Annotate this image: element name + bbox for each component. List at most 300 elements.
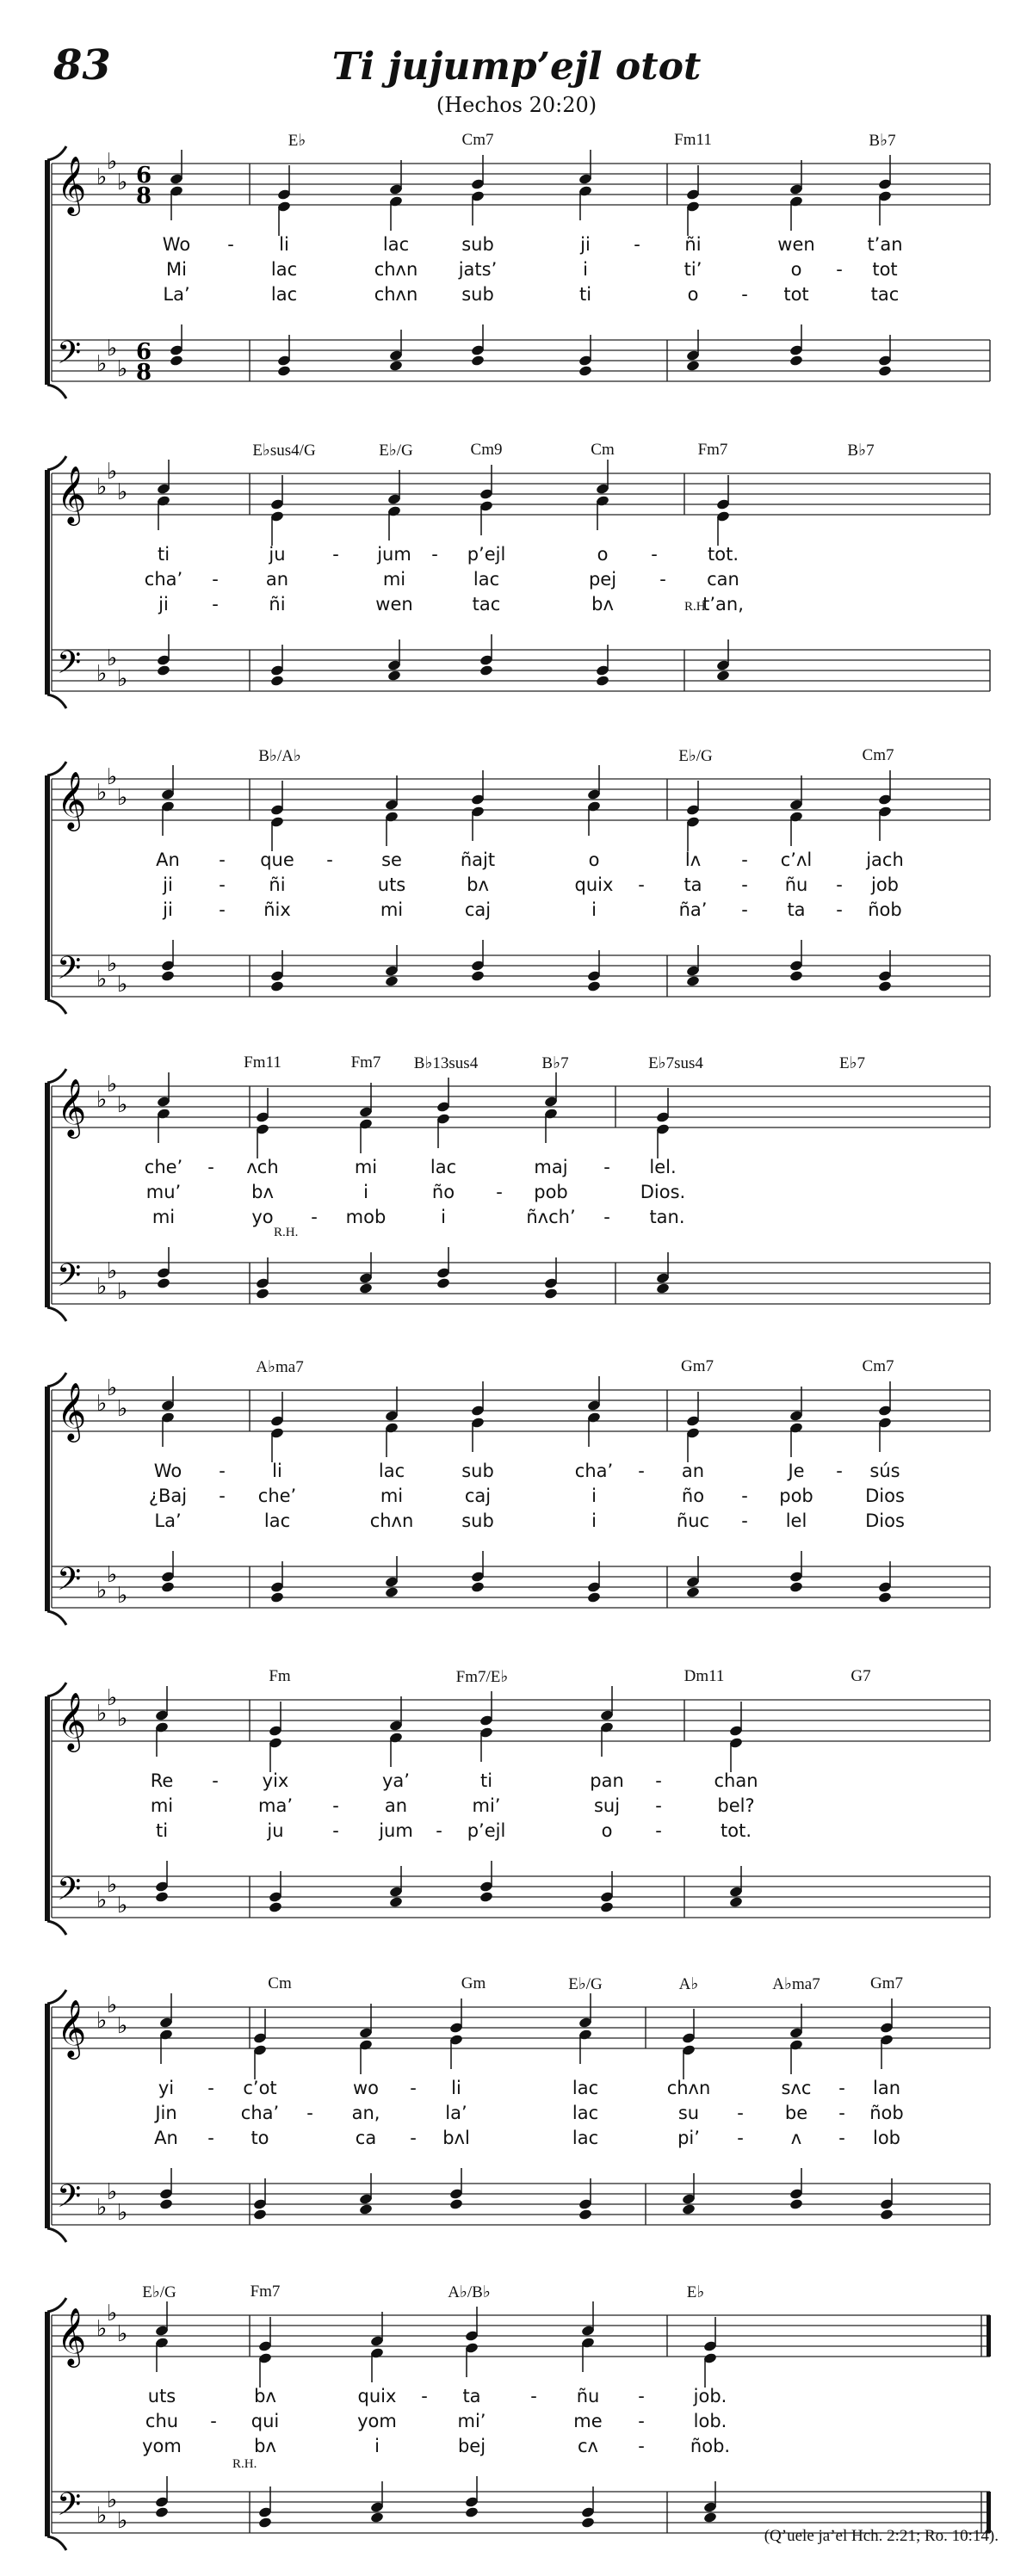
lyric-syllable: chʌn xyxy=(666,2078,711,2098)
lyric-hyphen: - xyxy=(651,544,658,565)
lyric-syllable: mi xyxy=(380,1486,404,1506)
lyric-hyphen: - xyxy=(741,899,748,920)
bass-clef-icon: 𝄢 xyxy=(57,2486,82,2530)
lyric-syllable: bʌ xyxy=(254,2436,276,2456)
flat-icon: ♭ xyxy=(96,2503,108,2529)
hymn-title: Ti jujump’ejl otot xyxy=(331,45,702,89)
flat-icon: ♭ xyxy=(117,2200,128,2226)
lyric-syllable: bʌl xyxy=(442,2128,470,2148)
lyric-hyphen: - xyxy=(741,284,748,305)
bass-clef-icon: 𝄢 xyxy=(57,950,82,994)
lyric-hyphen: - xyxy=(655,1795,662,1816)
chord-symbol: A♭ma7 xyxy=(772,1975,820,1993)
lyric-syllable: ti’ xyxy=(684,259,702,280)
chord-symbol: E♭/G xyxy=(379,442,413,460)
right-hand-mark: R.H. xyxy=(232,2457,257,2471)
score-system xyxy=(0,736,1033,1020)
chord-symbol: A♭ma7 xyxy=(256,1358,304,1376)
lyric-syllable: ti xyxy=(479,1770,493,1791)
lyric-hyphen: - xyxy=(838,2103,845,2123)
lyric-syllable: tot xyxy=(872,259,898,280)
lyric-syllable: ji xyxy=(580,234,591,255)
lyric-hyphen: - xyxy=(219,874,226,895)
lyric-syllable: job. xyxy=(693,2386,727,2406)
lyric-syllable: che’ xyxy=(257,1486,297,1506)
bass-clef-icon: 𝄢 xyxy=(57,1871,82,1915)
flat-icon: ♭ xyxy=(107,1992,118,2018)
lyric-syllable: t’an, xyxy=(702,594,744,615)
treble-clef-icon: 𝄞 xyxy=(57,465,87,523)
lyric-syllable: chʌn xyxy=(374,259,418,280)
lyric-syllable: o xyxy=(687,284,699,305)
chord-symbol: Cm xyxy=(268,1974,292,1992)
lyric-hyphen: - xyxy=(326,849,333,870)
flat-icon: ♭ xyxy=(107,951,118,977)
flat-icon: ♭ xyxy=(96,967,108,992)
lyric-syllable: t’an xyxy=(867,234,903,255)
flat-icon: ♭ xyxy=(117,1583,128,1609)
lyric-syllable: lel xyxy=(785,1510,807,1531)
flat-icon: ♭ xyxy=(96,474,108,500)
lyric-syllable: lob xyxy=(872,2128,901,2148)
lyric-hyphen: - xyxy=(431,544,438,565)
lyric-syllable: lob. xyxy=(693,2411,727,2431)
chord-symbol: E♭/G xyxy=(142,2283,176,2301)
lyric-hyphen: - xyxy=(836,899,843,920)
flat-icon: ♭ xyxy=(96,351,108,377)
chord-symbol: B♭/A♭ xyxy=(258,747,301,765)
flat-icon: ♭ xyxy=(117,1092,128,1118)
lyric-hyphen: - xyxy=(332,1795,339,1816)
lyric-hyphen: - xyxy=(421,2386,428,2406)
lyric-hyphen: - xyxy=(836,874,843,895)
chord-symbol: Fm7/E♭ xyxy=(455,1668,509,1686)
time-signature: 8 xyxy=(136,360,152,386)
lyric-syllable: i xyxy=(591,1486,597,1506)
lyric-syllable: i xyxy=(363,1182,368,1202)
lyric-hyphen: - xyxy=(227,234,234,255)
lyric-syllable: wo xyxy=(352,2078,380,2098)
lyric-syllable: lac xyxy=(270,284,298,305)
lyric-syllable: ju xyxy=(269,544,286,565)
chord-symbol: Dm11 xyxy=(684,1667,725,1685)
lyric-syllable: lac xyxy=(572,2128,599,2148)
lyric-syllable: Mi xyxy=(166,259,187,280)
treble-clef-icon: 𝄞 xyxy=(57,155,87,213)
lyric-syllable: yo xyxy=(251,1207,274,1227)
flat-icon: ♭ xyxy=(96,780,108,806)
chord-symbol: Cm xyxy=(591,441,615,459)
chord-symbol: Fm xyxy=(269,1667,291,1685)
chord-symbol: Gm7 xyxy=(870,1974,903,1992)
lyric-syllable: la’ xyxy=(445,2103,467,2123)
lyric-syllable: ñix xyxy=(263,899,291,920)
lyric-syllable: An xyxy=(156,849,180,870)
flat-icon: ♭ xyxy=(96,2008,108,2034)
lyric-syllable: jach xyxy=(866,849,904,870)
lyric-syllable: La’ xyxy=(154,1510,182,1531)
lyric-syllable: an, xyxy=(351,2103,380,2123)
treble-staff xyxy=(52,779,990,820)
lyric-syllable: ñi xyxy=(269,594,286,615)
flat-icon: ♭ xyxy=(107,1685,118,1711)
lyric-hyphen: - xyxy=(207,2128,214,2148)
lyric-hyphen: - xyxy=(207,2078,214,2098)
lyric-syllable: p’ejl xyxy=(467,1820,506,1841)
lyric-syllable: caj xyxy=(464,1486,492,1506)
score-system xyxy=(0,1657,1033,1941)
lyric-syllable: job xyxy=(870,874,900,895)
bass-staff xyxy=(52,1566,990,1608)
lyric-syllable: an xyxy=(384,1795,408,1816)
score-system xyxy=(0,1964,1033,2248)
lyric-hyphen: - xyxy=(836,1461,843,1481)
lyric-syllable: Wo xyxy=(153,1461,182,1481)
lyric-syllable: suj xyxy=(593,1795,621,1816)
treble-clef-icon: 𝄞 xyxy=(57,1381,87,1440)
flat-icon: ♭ xyxy=(107,2487,118,2513)
flat-icon: ♭ xyxy=(96,2316,108,2342)
lyric-syllable: pi’ xyxy=(677,2128,700,2148)
lyric-syllable: mi’ xyxy=(472,1795,501,1816)
treble-staff xyxy=(52,2007,990,2048)
flat-icon: ♭ xyxy=(117,2013,128,2039)
chord-symbol: B♭13sus4 xyxy=(413,1054,479,1072)
flat-icon: ♭ xyxy=(107,2301,118,2326)
lyric-syllable: che’ xyxy=(144,1157,183,1177)
lyric-syllable: lac xyxy=(382,234,410,255)
lyric-syllable: chu xyxy=(145,2411,179,2431)
lyric-syllable: ñi xyxy=(684,234,702,255)
lyric-syllable: pob xyxy=(779,1486,813,1506)
flat-icon: ♭ xyxy=(96,164,108,190)
lyric-hyphen: - xyxy=(638,2436,645,2456)
treble-staff xyxy=(52,1390,990,1431)
bass-staff xyxy=(52,650,990,691)
lyric-hyphen: - xyxy=(306,2103,313,2123)
flat-icon: ♭ xyxy=(96,1274,108,1300)
lyric-hyphen: - xyxy=(210,2411,217,2431)
flat-icon: ♭ xyxy=(107,1375,118,1401)
lyric-hyphen: - xyxy=(212,1770,219,1791)
score-system xyxy=(0,120,1033,405)
lyric-hyphen: - xyxy=(410,2078,417,2098)
lyric-syllable: ta xyxy=(787,899,806,920)
lyric-hyphen: - xyxy=(603,1207,610,1227)
lyric-hyphen: - xyxy=(836,259,843,280)
lyric-syllable: ma’ xyxy=(257,1795,294,1816)
treble-clef-icon: 𝄞 xyxy=(57,1691,87,1750)
lyric-syllable: lan xyxy=(872,2078,901,2098)
lyric-syllable: lac xyxy=(473,569,500,590)
lyric-syllable: jum xyxy=(377,544,411,565)
lyric-syllable: i xyxy=(583,259,588,280)
lyric-syllable: an xyxy=(265,569,289,590)
lyric-syllable: ñob. xyxy=(690,2436,731,2456)
lyric-syllable: i xyxy=(441,1207,446,1227)
lyric-syllable: ti xyxy=(157,544,170,565)
bass-clef-icon: 𝄢 xyxy=(57,335,82,379)
lyric-syllable: yom xyxy=(357,2411,397,2431)
lyric-syllable: sub xyxy=(461,1510,494,1531)
lyric-syllable: ji xyxy=(163,874,173,895)
lyric-syllable: ñʌch’ xyxy=(526,1207,576,1227)
chord-symbol: B♭7 xyxy=(541,1054,569,1072)
lyric-hyphen: - xyxy=(530,2386,537,2406)
lyric-syllable: ño xyxy=(681,1486,705,1506)
treble-clef-icon: 𝄞 xyxy=(57,2307,87,2365)
chord-symbol: Gm7 xyxy=(681,1357,714,1375)
chord-symbol: E♭/G xyxy=(568,1975,603,1993)
lyric-hyphen: - xyxy=(741,874,748,895)
flat-icon: ♭ xyxy=(107,764,118,790)
chord-symbol: Cm7 xyxy=(862,1357,894,1375)
lyric-syllable: ñu xyxy=(576,2386,600,2406)
lyric-hyphen: - xyxy=(838,2128,845,2148)
lyric-hyphen: - xyxy=(634,234,640,255)
lyric-syllable: i xyxy=(591,899,597,920)
lyric-hyphen: - xyxy=(410,2128,417,2148)
score-system xyxy=(0,1347,1033,1631)
lyric-syllable: ñob xyxy=(868,899,902,920)
lyric-hyphen: - xyxy=(436,1820,442,1841)
bass-staff xyxy=(52,955,990,997)
lyric-syllable: pob xyxy=(534,1182,568,1202)
lyric-syllable: ñajt xyxy=(460,849,496,870)
flat-icon: ♭ xyxy=(117,2321,128,2347)
flat-icon: ♭ xyxy=(96,1701,108,1727)
flat-icon: ♭ xyxy=(107,336,118,361)
chord-symbol: Fm7 xyxy=(350,1053,381,1072)
lyric-syllable: uts xyxy=(147,2386,176,2406)
lyric-syllable: i xyxy=(374,2436,380,2456)
lyric-syllable: ʌch xyxy=(246,1157,279,1177)
lyric-syllable: an xyxy=(681,1461,705,1481)
barline xyxy=(981,2315,991,2533)
lyric-syllable: ca xyxy=(355,2128,377,2148)
lyric-hyphen: - xyxy=(741,1486,748,1506)
lyric-syllable: jum xyxy=(379,1820,413,1841)
flat-icon: ♭ xyxy=(107,1072,118,1097)
flat-icon: ♭ xyxy=(107,1872,118,1898)
flat-icon: ♭ xyxy=(117,356,128,382)
right-hand-mark: R.H. xyxy=(684,600,709,614)
treble-staff xyxy=(52,473,990,515)
lyric-syllable: Wo xyxy=(162,234,191,255)
bass-staff xyxy=(52,1876,990,1918)
lyric-syllable: sub xyxy=(461,234,494,255)
lyric-syllable: ju xyxy=(267,1820,284,1841)
bass-staff xyxy=(52,1263,990,1304)
lyric-syllable: Dios xyxy=(865,1486,905,1506)
flat-icon: ♭ xyxy=(117,170,128,195)
lyric-syllable: sʌc xyxy=(781,2078,812,2098)
lyric-syllable: ti xyxy=(578,284,592,305)
bass-clef-icon: 𝄢 xyxy=(57,645,82,689)
lyric-syllable: tot. xyxy=(721,1820,752,1841)
footer-reference: (Q’uele ja’el Hch. 2:21; Ro. 10:14). xyxy=(764,2527,999,2545)
treble-staff xyxy=(52,1700,990,1741)
time-signature: 6 xyxy=(136,163,152,188)
lyric-syllable: yi xyxy=(158,2078,175,2098)
lyric-syllable: ti xyxy=(155,1820,169,1841)
treble-clef-icon: 𝄞 xyxy=(57,1078,87,1136)
lyric-syllable: su xyxy=(677,2103,700,2123)
lyric-hyphen: - xyxy=(212,594,219,615)
time-signature: 8 xyxy=(136,183,152,209)
lyric-syllable: bʌ xyxy=(591,594,614,615)
lyric-syllable: tot xyxy=(783,284,809,305)
flat-icon: ♭ xyxy=(117,2508,128,2534)
lyric-syllable: chʌn xyxy=(374,284,418,305)
lyric-hyphen: - xyxy=(332,544,339,565)
lyric-syllable: qui xyxy=(251,2411,280,2431)
chord-symbol: Gm xyxy=(461,1974,486,1992)
chord-symbol: Cm9 xyxy=(470,441,503,459)
lyric-syllable: lel. xyxy=(649,1157,677,1177)
lyric-syllable: Je xyxy=(788,1461,805,1481)
lyric-hyphen: - xyxy=(638,1461,645,1481)
lyric-syllable: ñuc xyxy=(676,1510,710,1531)
lyric-syllable: c’ot xyxy=(243,2078,277,2098)
lyric-syllable: lac xyxy=(572,2103,599,2123)
flat-icon: ♭ xyxy=(107,1258,118,1284)
lyric-syllable: ji xyxy=(158,594,169,615)
bass-clef-icon: 𝄢 xyxy=(57,1257,82,1301)
lyric-hyphen: - xyxy=(496,1182,503,1202)
lyric-syllable: mi xyxy=(380,899,404,920)
lyric-hyphen: - xyxy=(638,2386,645,2406)
lyric-syllable: ʌ xyxy=(790,2128,802,2148)
lyric-hyphen: - xyxy=(655,1820,662,1841)
treble-clef-icon: 𝄞 xyxy=(57,770,87,829)
chord-symbol: E♭sus4/G xyxy=(252,442,316,460)
flat-icon: ♭ xyxy=(117,785,128,811)
lyric-syllable: ta xyxy=(684,874,702,895)
flat-icon: ♭ xyxy=(96,1578,108,1603)
chord-symbol: A♭ xyxy=(678,1975,699,1993)
lyric-syllable: lac xyxy=(572,2078,599,2098)
lyric-syllable: ji xyxy=(163,899,173,920)
lyric-syllable: i xyxy=(591,1510,597,1531)
chord-symbol: Fm7 xyxy=(697,441,728,459)
lyric-syllable: La’ xyxy=(163,284,190,305)
lyric-syllable: o xyxy=(790,259,802,280)
chord-symbol: Cm7 xyxy=(461,131,494,149)
lyric-syllable: pej xyxy=(588,569,617,590)
lyric-syllable: mu’ xyxy=(145,1182,182,1202)
lyric-hyphen: - xyxy=(219,1486,226,1506)
lyric-syllable: to xyxy=(251,2128,269,2148)
lyric-syllable: o xyxy=(588,849,600,870)
lyric-syllable: uts xyxy=(377,874,406,895)
lyric-syllable: p’ejl xyxy=(467,544,506,565)
chord-symbol: B♭7 xyxy=(869,132,896,150)
chord-symbol: E♭ xyxy=(686,2283,705,2301)
lyric-syllable: maj xyxy=(534,1157,568,1177)
lyric-syllable: be xyxy=(784,2103,808,2123)
chord-symbol: A♭/B♭ xyxy=(448,2283,491,2301)
flat-icon: ♭ xyxy=(117,1396,128,1422)
lyric-syllable: tac xyxy=(472,594,501,615)
lyric-syllable: wen xyxy=(375,594,413,615)
lyric-syllable: me xyxy=(573,2411,603,2431)
bass-staff xyxy=(52,340,990,381)
lyric-hyphen: - xyxy=(603,1157,610,1177)
flat-icon: ♭ xyxy=(107,2179,118,2205)
chord-symbol: E♭/G xyxy=(678,747,713,765)
lyric-syllable: bʌ xyxy=(254,2386,276,2406)
chord-symbol: G7 xyxy=(851,1667,871,1685)
lyric-syllable: ya’ xyxy=(382,1770,410,1791)
lyric-syllable: quix xyxy=(574,874,614,895)
lyric-hyphen: - xyxy=(638,2411,645,2431)
flat-icon: ♭ xyxy=(107,459,118,485)
lyric-syllable: bel? xyxy=(717,1795,755,1816)
lyric-syllable: ta xyxy=(462,2386,481,2406)
lyric-syllable: o xyxy=(597,544,609,565)
lyric-syllable: bʌ xyxy=(467,874,489,895)
flat-icon: ♭ xyxy=(96,1887,108,1913)
lyric-hyphen: - xyxy=(659,569,666,590)
lyric-syllable: ña’ xyxy=(678,899,708,920)
lyric-syllable: bej xyxy=(457,2436,486,2456)
lyric-syllable: sús xyxy=(869,1461,900,1481)
chord-symbol: Fm7 xyxy=(250,2283,281,2301)
time-signature: 6 xyxy=(136,339,152,365)
lyric-syllable: li xyxy=(451,2078,461,2098)
lyric-hyphen: - xyxy=(219,849,226,870)
lyric-syllable: se xyxy=(381,849,402,870)
treble-clef-icon: 𝄞 xyxy=(57,1998,87,2057)
lyric-syllable: sub xyxy=(461,284,494,305)
lyric-hyphen: - xyxy=(212,569,219,590)
flat-icon: ♭ xyxy=(117,479,128,505)
lyric-hyphen: - xyxy=(838,2078,845,2098)
bass-clef-icon: 𝄢 xyxy=(57,2178,82,2222)
score-system xyxy=(0,2272,1033,2556)
flat-icon: ♭ xyxy=(117,1279,128,1305)
lyric-syllable: lac xyxy=(430,1157,457,1177)
lyric-syllable: cha’ xyxy=(574,1461,614,1481)
lyric-syllable: ñob xyxy=(869,2103,904,2123)
lyric-syllable: mob xyxy=(345,1207,387,1227)
score-system xyxy=(0,430,1033,714)
lyric-syllable: wen xyxy=(777,234,815,255)
right-hand-mark: R.H. xyxy=(274,1226,299,1239)
lyric-syllable: cha’ xyxy=(144,569,183,590)
lyric-syllable: mi xyxy=(152,1207,176,1227)
flat-icon: ♭ xyxy=(117,1706,128,1732)
lyric-hyphen: - xyxy=(219,1461,226,1481)
lyric-syllable: yix xyxy=(262,1770,289,1791)
bass-staff xyxy=(52,2184,990,2225)
lyric-syllable: mi xyxy=(150,1795,174,1816)
lyric-hyphen: - xyxy=(655,1770,662,1791)
lyric-syllable: lʌ xyxy=(684,849,702,870)
lyric-syllable: mi xyxy=(382,569,406,590)
flat-icon: ♭ xyxy=(117,1893,128,1918)
lyric-syllable: tac xyxy=(870,284,900,305)
lyric-syllable: sub xyxy=(461,1461,494,1481)
chord-symbol: E♭7sus4 xyxy=(648,1054,703,1072)
lyric-syllable: ño xyxy=(431,1182,455,1202)
lyric-syllable: mi’ xyxy=(457,2411,486,2431)
lyric-syllable: quix xyxy=(357,2386,397,2406)
chord-symbol: B♭7 xyxy=(847,442,875,460)
scripture-reference: (Hechos 20:20) xyxy=(436,93,597,117)
lyric-syllable: bʌ xyxy=(251,1182,274,1202)
